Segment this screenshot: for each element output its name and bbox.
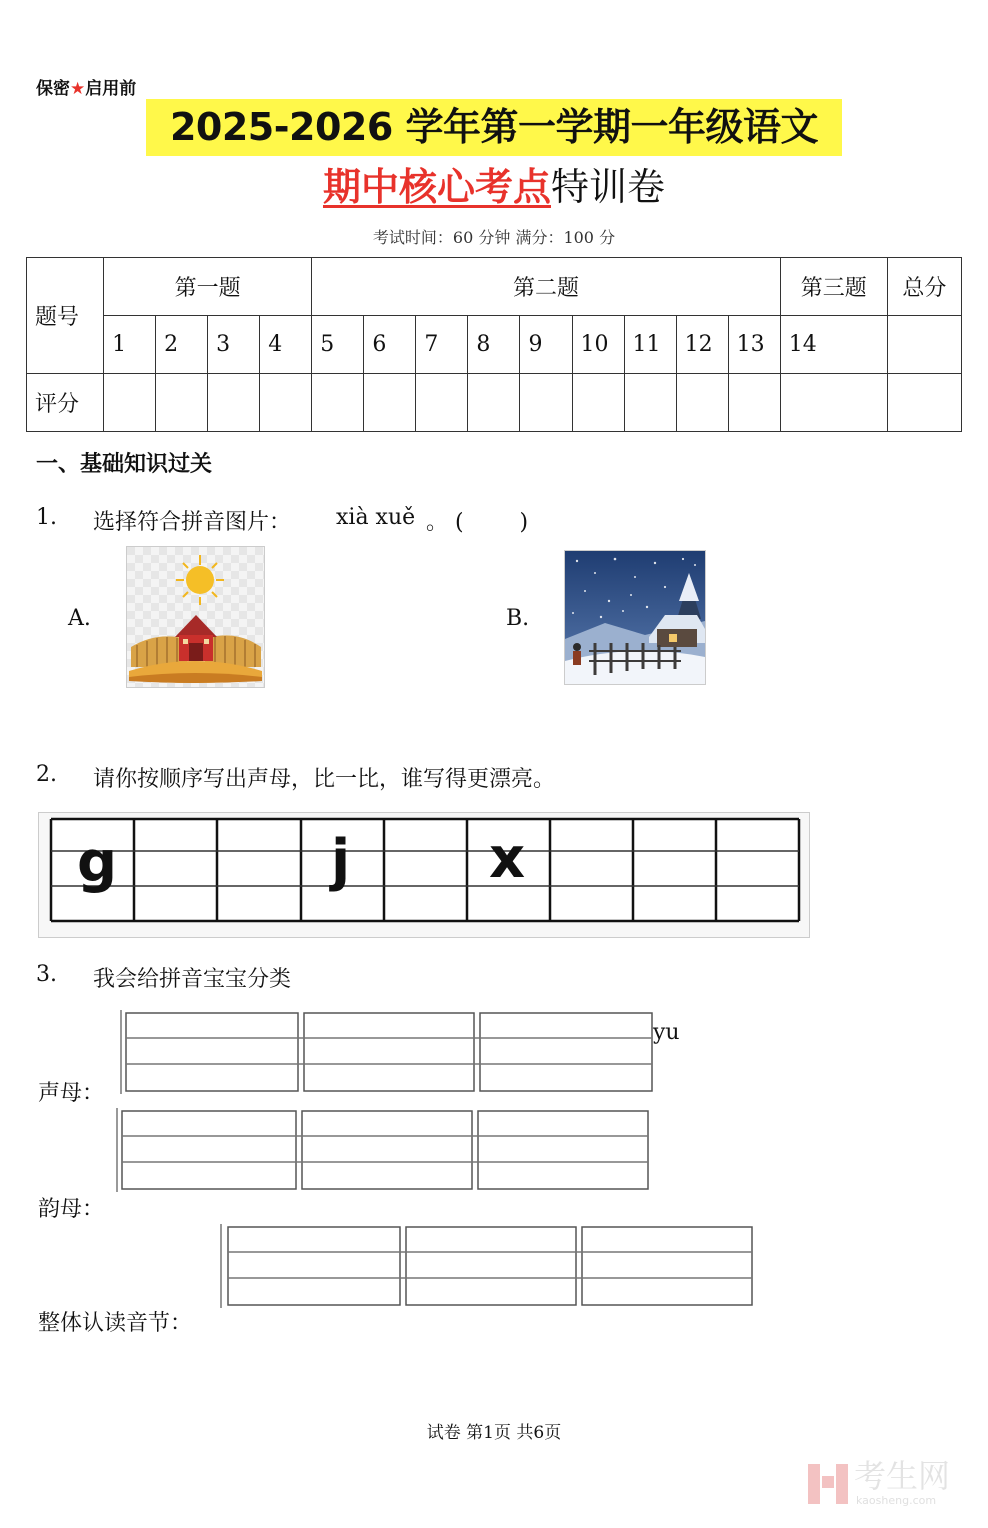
exam-info: 考试时间：60 分钟 满分：100 分: [372, 228, 616, 247]
question-number: 11: [624, 316, 676, 374]
q3-number: 3.: [36, 962, 57, 987]
confidential-label: [36, 74, 136, 99]
question-number: 3: [208, 316, 260, 374]
score-cell[interactable]: [624, 374, 676, 432]
q1-answer-blank[interactable]: 。 ( ): [426, 510, 529, 535]
pinyin-yu: yu: [653, 1020, 680, 1045]
q2-prompt: 请你按顺序写出声母，比一比，谁写得更漂亮。: [93, 767, 556, 792]
page-footer: 试卷 第1页 共6页: [426, 1423, 562, 1443]
question-number: 7: [416, 316, 468, 374]
total-number-cell: [887, 316, 961, 374]
title-highlight: 期中核心考点: [322, 165, 551, 209]
score-cell[interactable]: [208, 374, 260, 432]
score-cell[interactable]: [572, 374, 624, 432]
zhengti-grid-lines: [220, 1224, 756, 1308]
question-number: 10: [572, 316, 624, 374]
question-number: 4: [260, 316, 312, 374]
q3-prompt: 我会给拼音宝宝分类: [93, 967, 292, 992]
letter-x: x: [489, 826, 526, 891]
section-header-1: 第一题: [104, 258, 312, 316]
section-header-2: 第二题: [312, 258, 781, 316]
q1-number: 1.: [36, 505, 57, 530]
score-cell[interactable]: [260, 374, 312, 432]
label-zhengti: 整体认读音节：: [38, 1311, 193, 1336]
score-cell[interactable]: [104, 374, 156, 432]
total-score-cell[interactable]: [887, 374, 961, 432]
zhengti-grid[interactable]: [220, 1224, 756, 1308]
logo-url: kaosheng.com: [856, 1494, 937, 1507]
exam-title-line2: [0, 160, 988, 214]
score-cell[interactable]: [156, 374, 208, 432]
letter-g: g: [77, 830, 118, 895]
question-number: 2: [156, 316, 208, 374]
kaosheng-logo: [806, 1458, 966, 1512]
logo-text: 考生网: [854, 1457, 951, 1495]
kaosheng-logo-icon: [806, 1460, 850, 1510]
secret-text: 保密: [36, 79, 70, 99]
section-header-total: 总分: [887, 258, 961, 316]
q2-number: 2.: [36, 762, 57, 787]
letter-j: j: [331, 828, 351, 893]
option-b-label: B.: [506, 606, 530, 631]
row-label-number: 题号: [27, 258, 104, 374]
score-cell[interactable]: [676, 374, 728, 432]
title-rest: 特训卷: [551, 165, 666, 209]
q1-pinyin: xià xuě: [336, 505, 416, 530]
option-b-image[interactable]: [564, 550, 706, 685]
question-number: 13: [728, 316, 780, 374]
shengmu-grid[interactable]: [120, 1010, 656, 1094]
q1-prompt: 选择符合拼音图片：: [93, 510, 292, 535]
score-cell[interactable]: [416, 374, 468, 432]
shengmu-grid-lines: [120, 1010, 656, 1094]
four-line-grid[interactable]: [38, 812, 810, 938]
question-number: 8: [468, 316, 520, 374]
star-icon: ★: [70, 79, 86, 99]
farmhouse-sun-illustration: [127, 547, 264, 687]
question-number: 14: [780, 316, 887, 374]
question-number: 5: [312, 316, 364, 374]
row-label-score: 评分: [27, 374, 104, 432]
question-number: 12: [676, 316, 728, 374]
before-use-text: 启用前: [85, 79, 137, 99]
section-heading: 一、基础知识过关: [36, 452, 213, 477]
snowy-village-illustration: [565, 551, 705, 684]
score-cell[interactable]: [468, 374, 520, 432]
option-a-image[interactable]: [126, 546, 265, 688]
question-number: 6: [364, 316, 416, 374]
question-number: 1: [104, 316, 156, 374]
option-a-label: A.: [68, 606, 91, 631]
score-table: [26, 257, 962, 432]
exam-title-line1: 2025-2026 学年第一学期一年级语文: [146, 99, 842, 156]
yunmu-grid-lines: [116, 1108, 652, 1192]
four-line-grid-lines: [39, 813, 809, 937]
yunmu-grid[interactable]: [116, 1108, 652, 1192]
score-cell[interactable]: [728, 374, 780, 432]
score-cell[interactable]: [520, 374, 572, 432]
score-cell[interactable]: [780, 374, 887, 432]
label-shengmu: 声母：: [38, 1081, 105, 1106]
score-cell[interactable]: [312, 374, 364, 432]
label-yunmu: 韵母：: [38, 1197, 105, 1222]
section-header-3: 第三题: [780, 258, 887, 316]
question-number: 9: [520, 316, 572, 374]
score-cell[interactable]: [364, 374, 416, 432]
